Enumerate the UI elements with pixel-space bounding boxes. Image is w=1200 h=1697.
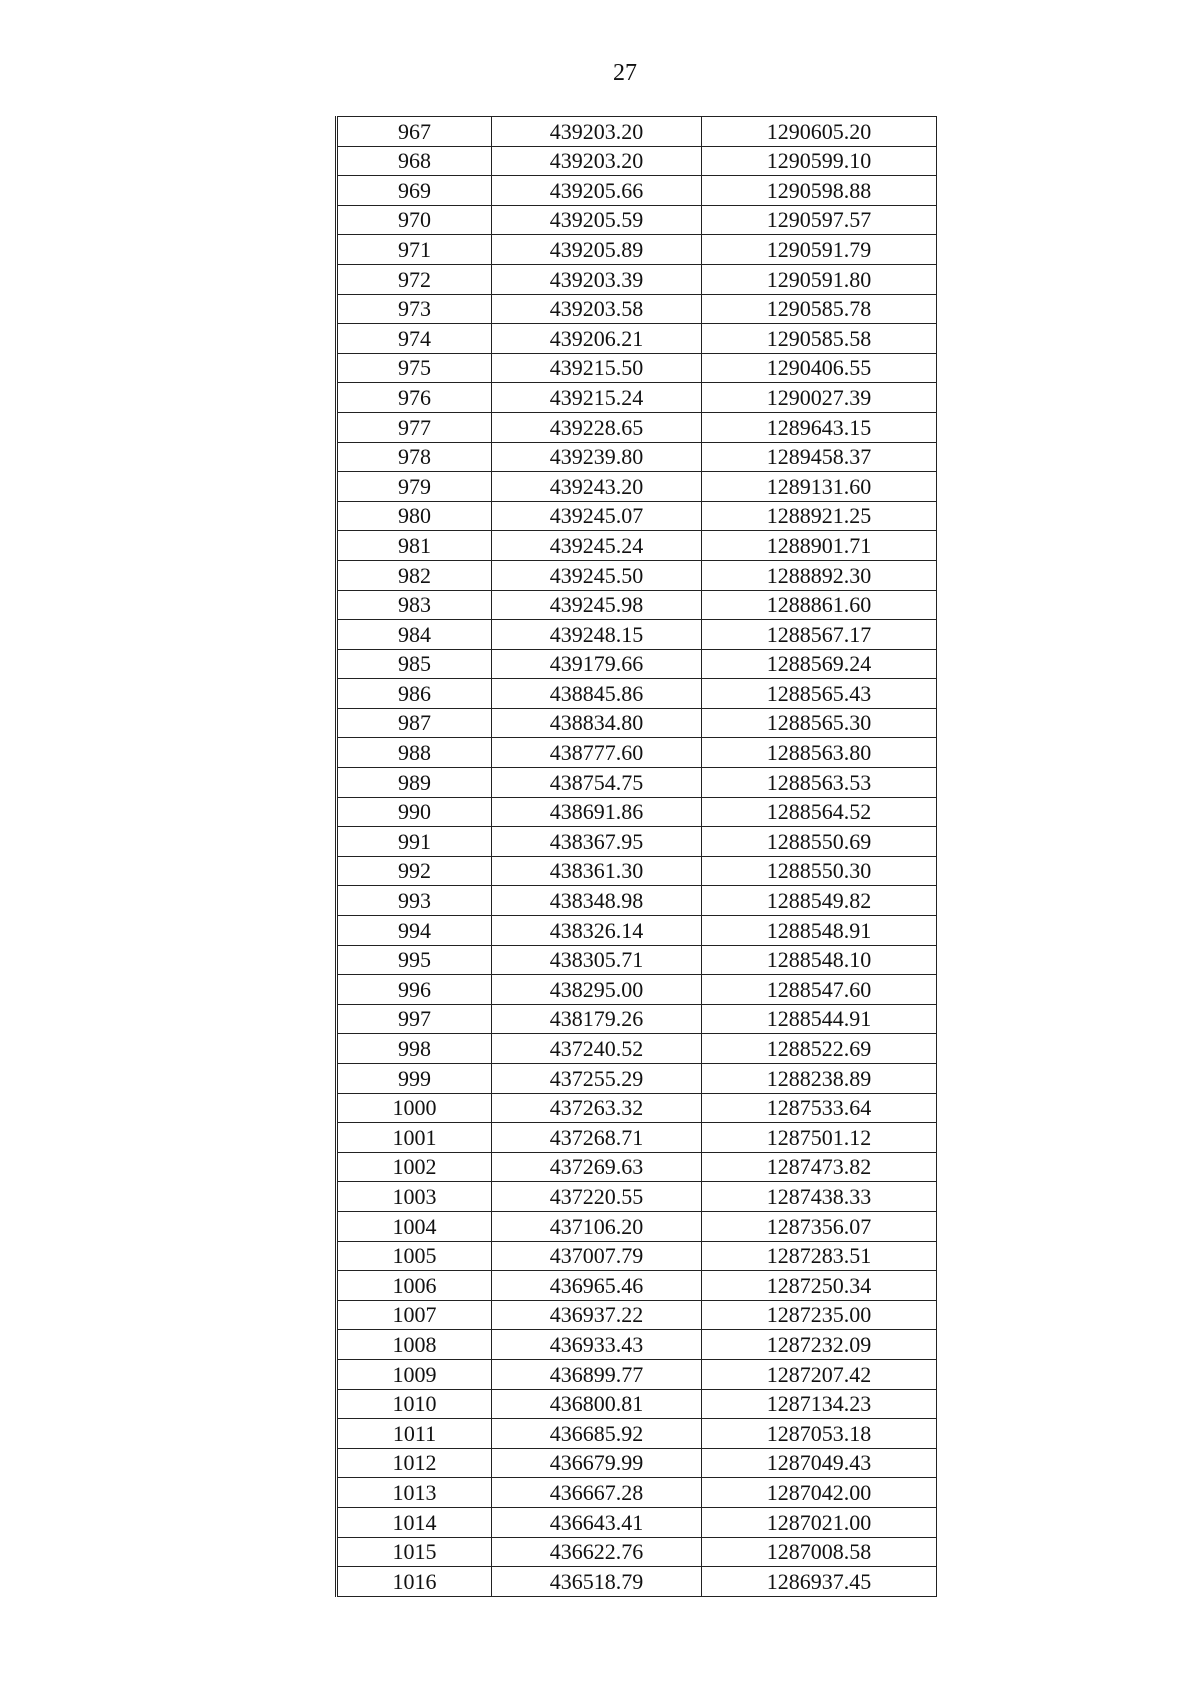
table-row xyxy=(337,1448,937,1478)
table-row xyxy=(337,442,937,472)
x-coordinate-cell: 437220.55 xyxy=(492,1182,702,1212)
x-coordinate-cell: 436800.81 xyxy=(492,1389,702,1419)
y-coordinate-cell: 1288550.69 xyxy=(702,827,937,857)
y-coordinate-cell: 1288892.30 xyxy=(702,560,937,590)
y-coordinate-cell: 1288544.91 xyxy=(702,1004,937,1034)
x-coordinate-cell: 436622.76 xyxy=(492,1537,702,1567)
point-number-cell: 997 xyxy=(337,1004,492,1034)
table-row xyxy=(337,1064,937,1094)
y-coordinate-cell: 1288567.17 xyxy=(702,620,937,650)
y-coordinate-cell: 1288861.60 xyxy=(702,590,937,620)
x-coordinate-cell: 439203.58 xyxy=(492,294,702,324)
y-coordinate-cell: 1286937.45 xyxy=(702,1567,937,1597)
x-coordinate-cell: 436518.79 xyxy=(492,1567,702,1597)
y-coordinate-cell: 1288550.30 xyxy=(702,856,937,886)
x-coordinate-cell: 439245.24 xyxy=(492,531,702,561)
y-coordinate-cell: 1287021.00 xyxy=(702,1507,937,1537)
table-row xyxy=(337,1330,937,1360)
point-number-cell: 1007 xyxy=(337,1300,492,1330)
point-number-cell: 977 xyxy=(337,412,492,442)
table-row xyxy=(337,1241,937,1271)
x-coordinate-cell: 439245.98 xyxy=(492,590,702,620)
x-coordinate-cell: 436965.46 xyxy=(492,1271,702,1301)
table-row xyxy=(337,1123,937,1153)
table-row xyxy=(337,501,937,531)
point-number-cell: 994 xyxy=(337,916,492,946)
table-row xyxy=(337,383,937,413)
y-coordinate-cell: 1290591.79 xyxy=(702,235,937,265)
y-coordinate-cell: 1290591.80 xyxy=(702,264,937,294)
point-number-cell: 1015 xyxy=(337,1537,492,1567)
point-number-cell: 996 xyxy=(337,975,492,1005)
y-coordinate-cell: 1288238.89 xyxy=(702,1064,937,1094)
table-row xyxy=(337,1152,937,1182)
point-number-cell: 1002 xyxy=(337,1152,492,1182)
point-number-cell: 1016 xyxy=(337,1567,492,1597)
x-coordinate-cell: 439179.66 xyxy=(492,649,702,679)
table-row xyxy=(337,324,937,354)
point-number-cell: 990 xyxy=(337,797,492,827)
x-coordinate-cell: 439205.89 xyxy=(492,235,702,265)
y-coordinate-cell: 1288549.82 xyxy=(702,886,937,916)
y-coordinate-cell: 1288563.80 xyxy=(702,738,937,768)
x-coordinate-cell: 436685.92 xyxy=(492,1419,702,1449)
point-number-cell: 1003 xyxy=(337,1182,492,1212)
x-coordinate-cell: 439205.59 xyxy=(492,205,702,235)
y-coordinate-cell: 1288548.10 xyxy=(702,945,937,975)
x-coordinate-cell: 439203.20 xyxy=(492,146,702,176)
point-number-cell: 1000 xyxy=(337,1093,492,1123)
table-row xyxy=(337,146,937,176)
y-coordinate-cell: 1287473.82 xyxy=(702,1152,937,1182)
y-coordinate-cell: 1288565.43 xyxy=(702,679,937,709)
y-coordinate-cell: 1288547.60 xyxy=(702,975,937,1005)
y-coordinate-cell: 1287283.51 xyxy=(702,1241,937,1271)
y-coordinate-cell: 1287134.23 xyxy=(702,1389,937,1419)
x-coordinate-cell: 436667.28 xyxy=(492,1478,702,1508)
point-number-cell: 968 xyxy=(337,146,492,176)
x-coordinate-cell: 439215.50 xyxy=(492,353,702,383)
x-coordinate-cell: 439203.39 xyxy=(492,264,702,294)
point-number-cell: 1012 xyxy=(337,1448,492,1478)
x-coordinate-cell: 437263.32 xyxy=(492,1093,702,1123)
table-row xyxy=(337,738,937,768)
point-number-cell: 988 xyxy=(337,738,492,768)
point-number-cell: 1013 xyxy=(337,1478,492,1508)
table-row xyxy=(337,1271,937,1301)
page-number: 27 xyxy=(613,60,637,86)
point-number-cell: 976 xyxy=(337,383,492,413)
y-coordinate-cell: 1289643.15 xyxy=(702,412,937,442)
x-coordinate-cell: 439228.65 xyxy=(492,412,702,442)
table-row xyxy=(337,827,937,857)
table-row xyxy=(337,1567,937,1597)
x-coordinate-cell: 438348.98 xyxy=(492,886,702,916)
point-number-cell: 981 xyxy=(337,531,492,561)
point-number-cell: 982 xyxy=(337,560,492,590)
table-row xyxy=(337,649,937,679)
y-coordinate-cell: 1288522.69 xyxy=(702,1034,937,1064)
x-coordinate-cell: 436933.43 xyxy=(492,1330,702,1360)
point-number-cell: 999 xyxy=(337,1064,492,1094)
table-row xyxy=(337,856,937,886)
point-number-cell: 971 xyxy=(337,235,492,265)
y-coordinate-cell: 1287438.33 xyxy=(702,1182,937,1212)
x-coordinate-cell: 439206.21 xyxy=(492,324,702,354)
point-number-cell: 1006 xyxy=(337,1271,492,1301)
y-coordinate-cell: 1290027.39 xyxy=(702,383,937,413)
table-row xyxy=(337,1300,937,1330)
x-coordinate-cell: 437255.29 xyxy=(492,1064,702,1094)
x-coordinate-cell: 439243.20 xyxy=(492,472,702,502)
table-row xyxy=(337,1537,937,1567)
table-row xyxy=(337,560,937,590)
table-row xyxy=(337,1004,937,1034)
table-row xyxy=(337,975,937,1005)
table-row xyxy=(337,1211,937,1241)
x-coordinate-cell: 439215.24 xyxy=(492,383,702,413)
table-row xyxy=(337,117,937,147)
x-coordinate-cell: 438305.71 xyxy=(492,945,702,975)
y-coordinate-cell: 1287008.58 xyxy=(702,1537,937,1567)
x-coordinate-cell: 439248.15 xyxy=(492,620,702,650)
table-row xyxy=(337,708,937,738)
table-row xyxy=(337,945,937,975)
point-number-cell: 1005 xyxy=(337,1241,492,1271)
point-number-cell: 993 xyxy=(337,886,492,916)
table-row xyxy=(337,768,937,798)
table-row xyxy=(337,916,937,946)
point-number-cell: 992 xyxy=(337,856,492,886)
x-coordinate-cell: 439205.66 xyxy=(492,176,702,206)
table-row xyxy=(337,797,937,827)
table-row xyxy=(337,620,937,650)
x-coordinate-cell: 437269.63 xyxy=(492,1152,702,1182)
x-coordinate-cell: 438777.60 xyxy=(492,738,702,768)
y-coordinate-cell: 1287235.00 xyxy=(702,1300,937,1330)
x-coordinate-cell: 436643.41 xyxy=(492,1507,702,1537)
y-coordinate-cell: 1288564.52 xyxy=(702,797,937,827)
point-number-cell: 973 xyxy=(337,294,492,324)
point-number-cell: 1004 xyxy=(337,1211,492,1241)
y-coordinate-cell: 1287533.64 xyxy=(702,1093,937,1123)
y-coordinate-cell: 1288548.91 xyxy=(702,916,937,946)
point-number-cell: 974 xyxy=(337,324,492,354)
y-coordinate-cell: 1288569.24 xyxy=(702,649,937,679)
table-row xyxy=(337,590,937,620)
point-number-cell: 1014 xyxy=(337,1507,492,1537)
point-number-cell: 995 xyxy=(337,945,492,975)
table-row xyxy=(337,1478,937,1508)
point-number-cell: 979 xyxy=(337,472,492,502)
y-coordinate-cell: 1290597.57 xyxy=(702,205,937,235)
x-coordinate-cell: 437106.20 xyxy=(492,1211,702,1241)
y-coordinate-cell: 1290599.10 xyxy=(702,146,937,176)
x-coordinate-cell: 438691.86 xyxy=(492,797,702,827)
point-number-cell: 978 xyxy=(337,442,492,472)
point-number-cell: 980 xyxy=(337,501,492,531)
x-coordinate-cell: 438295.00 xyxy=(492,975,702,1005)
point-number-cell: 972 xyxy=(337,264,492,294)
table-row xyxy=(337,1093,937,1123)
point-number-cell: 984 xyxy=(337,620,492,650)
point-number-cell: 1008 xyxy=(337,1330,492,1360)
point-number-cell: 986 xyxy=(337,679,492,709)
x-coordinate-cell: 437007.79 xyxy=(492,1241,702,1271)
point-number-cell: 967 xyxy=(337,117,492,147)
table-row xyxy=(337,176,937,206)
y-coordinate-cell: 1290605.20 xyxy=(702,117,937,147)
point-number-cell: 989 xyxy=(337,768,492,798)
table-row xyxy=(337,1182,937,1212)
table-row xyxy=(337,205,937,235)
y-coordinate-cell: 1287042.00 xyxy=(702,1478,937,1508)
point-number-cell: 991 xyxy=(337,827,492,857)
table-row xyxy=(337,1389,937,1419)
point-number-cell: 985 xyxy=(337,649,492,679)
table-row xyxy=(337,1359,937,1389)
x-coordinate-cell: 436679.99 xyxy=(492,1448,702,1478)
table-row xyxy=(337,1034,937,1064)
point-number-cell: 969 xyxy=(337,176,492,206)
table-row xyxy=(337,886,937,916)
table-row xyxy=(337,412,937,442)
point-number-cell: 983 xyxy=(337,590,492,620)
y-coordinate-cell: 1290585.58 xyxy=(702,324,937,354)
point-number-cell: 998 xyxy=(337,1034,492,1064)
x-coordinate-cell: 436937.22 xyxy=(492,1300,702,1330)
table-row xyxy=(337,472,937,502)
table-row xyxy=(337,1507,937,1537)
x-coordinate-cell: 437240.52 xyxy=(492,1034,702,1064)
table-row xyxy=(337,679,937,709)
y-coordinate-cell: 1289131.60 xyxy=(702,472,937,502)
table-row xyxy=(337,531,937,561)
x-coordinate-cell: 438367.95 xyxy=(492,827,702,857)
table-row xyxy=(337,1419,937,1449)
point-number-cell: 1001 xyxy=(337,1123,492,1153)
y-coordinate-cell: 1287053.18 xyxy=(702,1419,937,1449)
y-coordinate-cell: 1287250.34 xyxy=(702,1271,937,1301)
x-coordinate-cell: 436899.77 xyxy=(492,1359,702,1389)
y-coordinate-cell: 1290585.78 xyxy=(702,294,937,324)
table-row xyxy=(337,264,937,294)
y-coordinate-cell: 1287356.07 xyxy=(702,1211,937,1241)
y-coordinate-cell: 1287232.09 xyxy=(702,1330,937,1360)
x-coordinate-cell: 438361.30 xyxy=(492,856,702,886)
x-coordinate-cell: 439239.80 xyxy=(492,442,702,472)
x-coordinate-cell: 438179.26 xyxy=(492,1004,702,1034)
table-row xyxy=(337,294,937,324)
x-coordinate-cell: 437268.71 xyxy=(492,1123,702,1153)
point-number-cell: 1010 xyxy=(337,1389,492,1419)
y-coordinate-cell: 1287207.42 xyxy=(702,1359,937,1389)
y-coordinate-cell: 1290598.88 xyxy=(702,176,937,206)
point-number-cell: 975 xyxy=(337,353,492,383)
x-coordinate-cell: 438834.80 xyxy=(492,708,702,738)
x-coordinate-cell: 438326.14 xyxy=(492,916,702,946)
x-coordinate-cell: 438845.86 xyxy=(492,679,702,709)
point-number-cell: 1009 xyxy=(337,1359,492,1389)
point-number-cell: 970 xyxy=(337,205,492,235)
y-coordinate-cell: 1287049.43 xyxy=(702,1448,937,1478)
table-row xyxy=(337,353,937,383)
point-number-cell: 987 xyxy=(337,708,492,738)
y-coordinate-cell: 1287501.12 xyxy=(702,1123,937,1153)
y-coordinate-cell: 1288565.30 xyxy=(702,708,937,738)
coordinates-table-body xyxy=(337,117,937,1597)
x-coordinate-cell: 439203.20 xyxy=(492,117,702,147)
x-coordinate-cell: 438754.75 xyxy=(492,768,702,798)
x-coordinate-cell: 439245.50 xyxy=(492,560,702,590)
coordinates-table xyxy=(335,116,937,1597)
y-coordinate-cell: 1290406.55 xyxy=(702,353,937,383)
table-row xyxy=(337,235,937,265)
y-coordinate-cell: 1288921.25 xyxy=(702,501,937,531)
point-number-cell: 1011 xyxy=(337,1419,492,1449)
y-coordinate-cell: 1288901.71 xyxy=(702,531,937,561)
x-coordinate-cell: 439245.07 xyxy=(492,501,702,531)
y-coordinate-cell: 1289458.37 xyxy=(702,442,937,472)
y-coordinate-cell: 1288563.53 xyxy=(702,768,937,798)
